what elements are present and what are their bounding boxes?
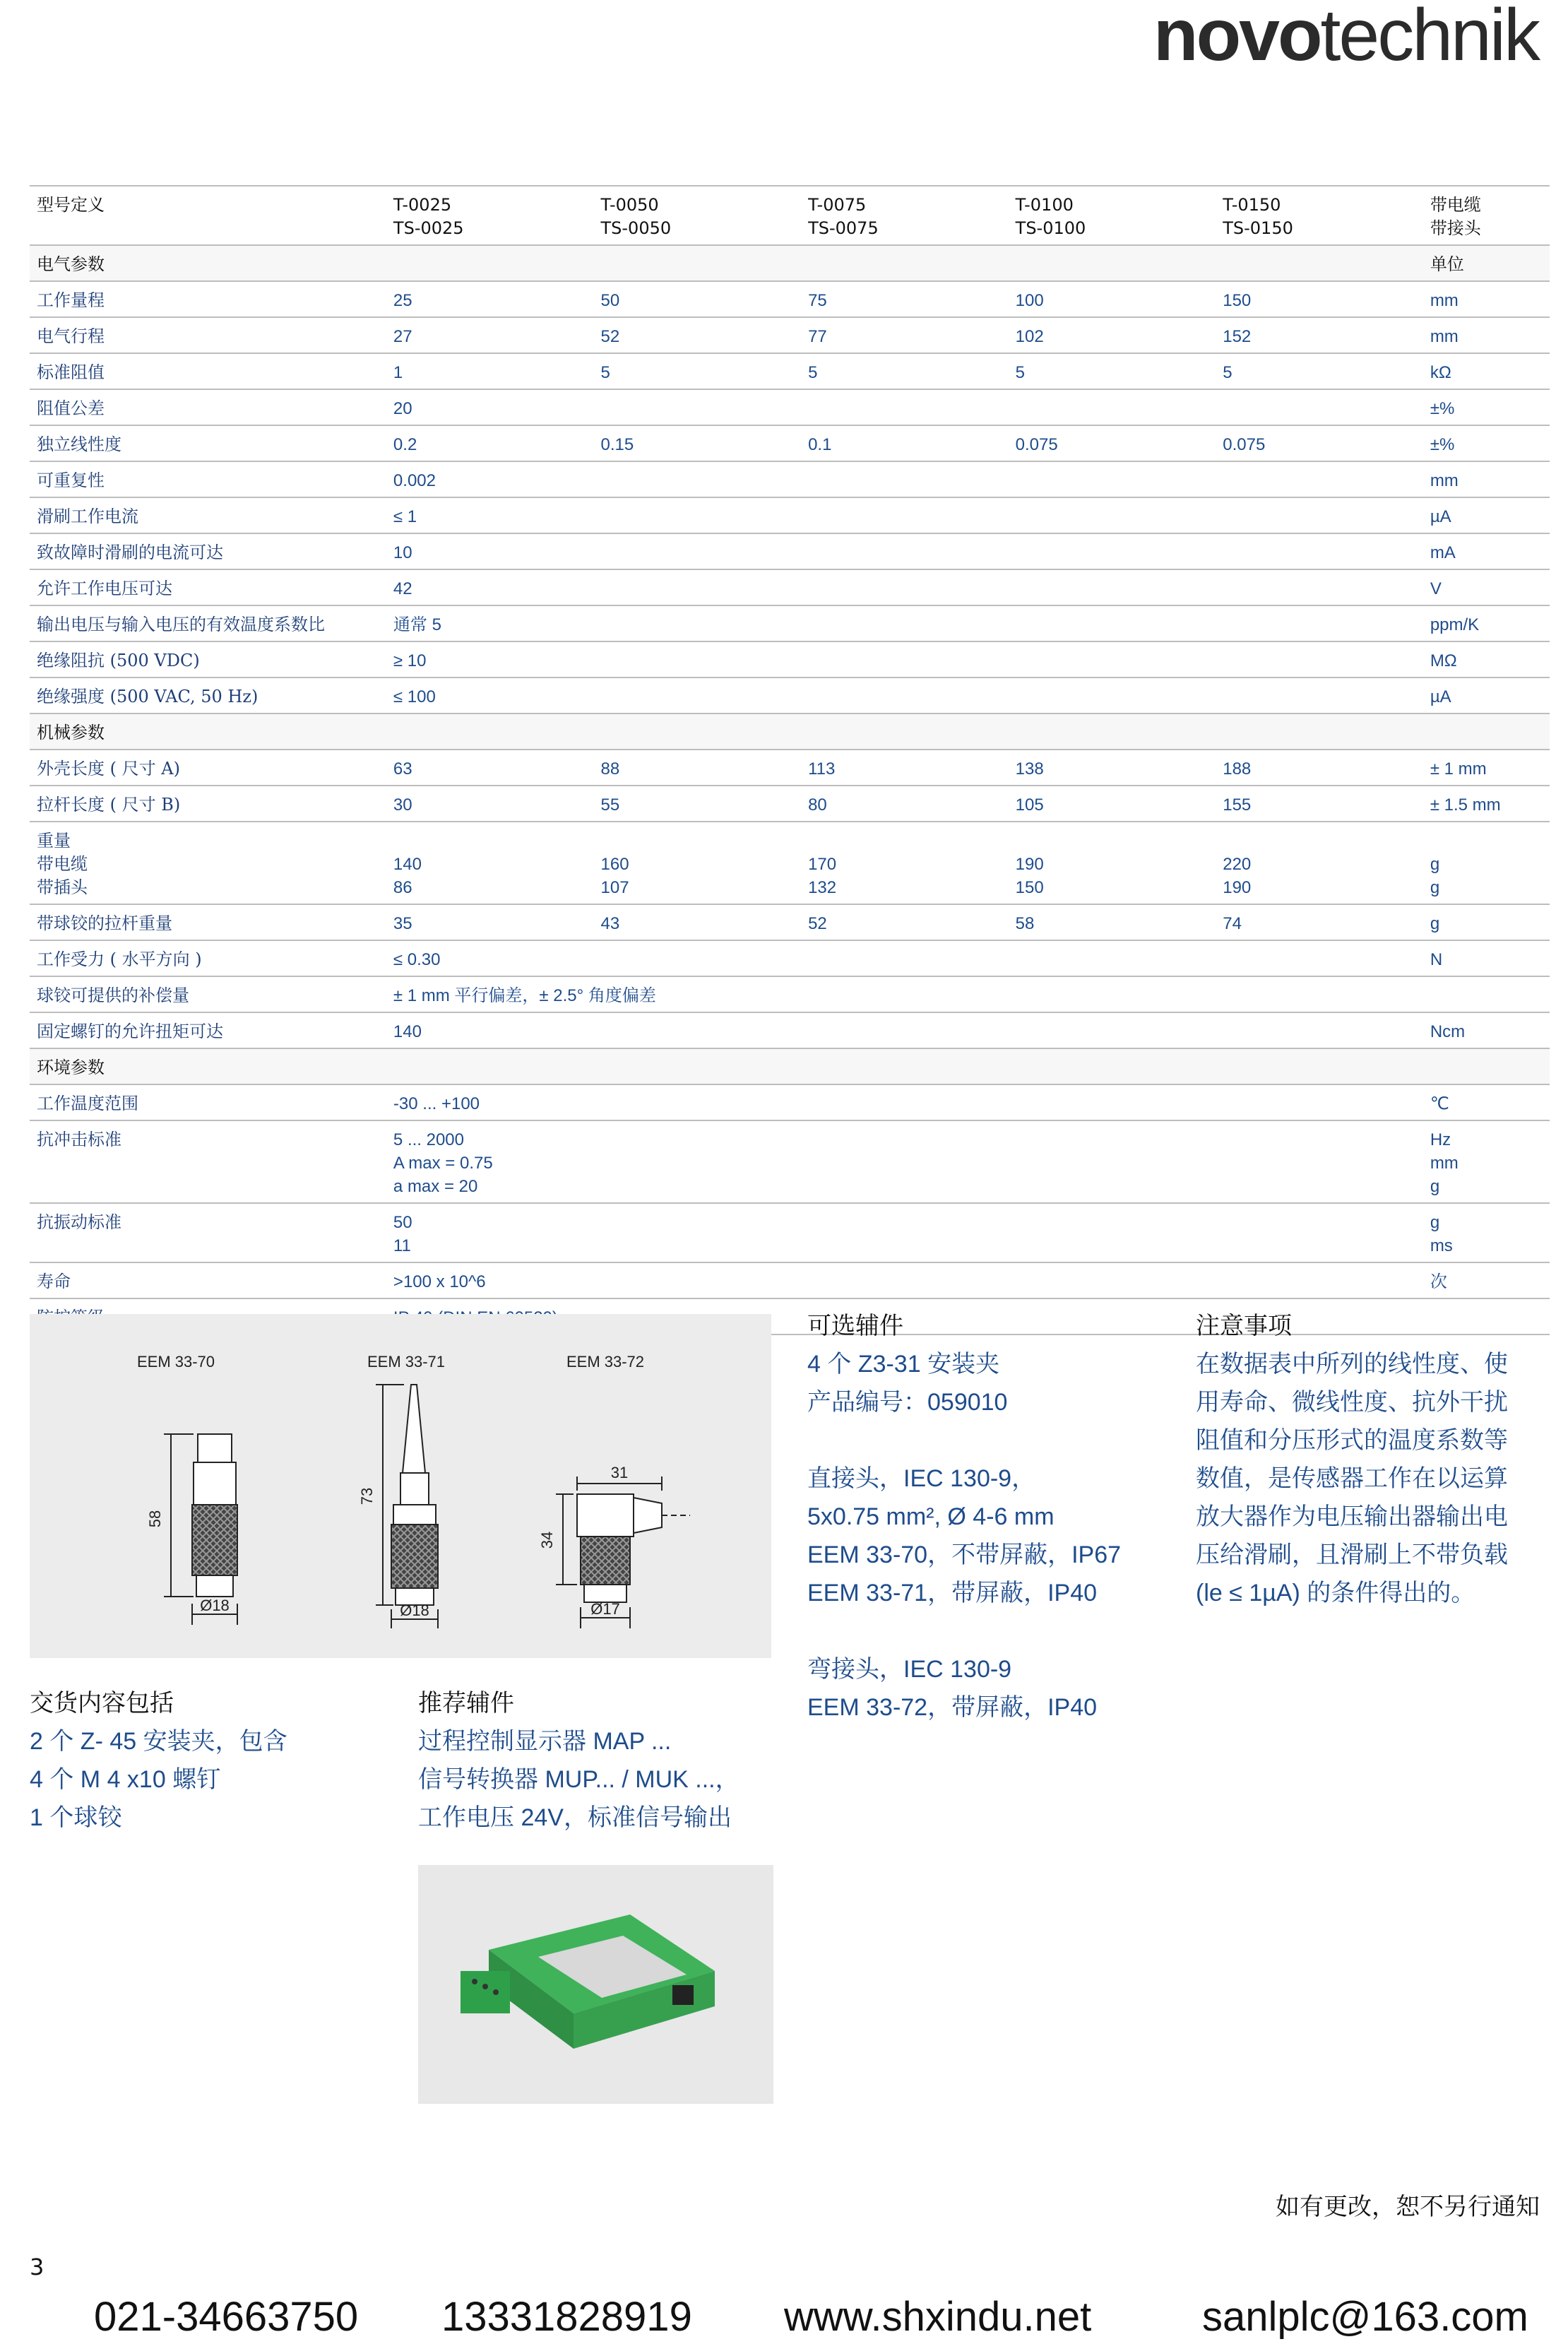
table-row [30,1084,1550,1120]
table-cell: 标准阻值 [30,353,386,389]
table-row [30,1120,1550,1203]
footer-email: sanlplc@163.com [1202,2294,1528,2340]
recommended-title: 推荐辅件 [418,1689,514,1717]
table-cell: 1 [386,353,594,389]
table-cell: 0.2 [386,425,594,461]
table-cell: 0.1 [801,425,1009,461]
table-cell: 35 [386,904,594,940]
table-cell: 抗冲击标准 [30,1120,386,1203]
text-line: 数值，是传感器工作在以运算 [1196,1465,1508,1492]
text-line: 4 个 M 4 x10 螺钉 [30,1766,221,1793]
table-row [30,976,1550,1012]
table-cell: 工作受力 ( 水平方向 ) [30,940,386,976]
table-row [30,1203,1550,1262]
dim-height-2: 73 [358,1487,376,1505]
change-notice: 如有更改，恕不另行通知 [1276,2193,1540,2221]
table-cell: 105 [1009,786,1216,822]
table-cell: 80 [801,786,1009,822]
table-cell: 固定螺钉的允许扭矩可达 [30,1012,386,1048]
table-cell: 102 [1009,317,1216,353]
table-cell: 10 [386,533,1423,569]
table-row [30,389,1550,425]
table-cell: 滑刷工作电流 [30,497,386,533]
table-cell: 0.002 [386,461,1423,497]
dim-height-3: 34 [538,1531,556,1549]
spec-table [30,185,1550,1335]
table-cell: 5 [801,353,1009,389]
table-cell: 74 [1216,904,1423,940]
table-cell: 绝缘强度 (500 VAC, 50 Hz) [30,677,386,714]
table-cell: 0.075 [1009,425,1216,461]
angled-connector [556,1476,690,1628]
table-row [30,1262,1550,1298]
table-cell: 138 [1009,750,1216,786]
table-cell: T-0075 TS-0075 [801,186,1009,245]
contact-footer [0,2293,1568,2344]
text-line: 1 个球铰 [30,1804,122,1831]
table-cell: 30 [386,786,594,822]
table-cell: 43 [594,904,802,940]
table-row [30,533,1550,569]
table-cell: 致故障时滑刷的电流可达 [30,533,386,569]
table-cell: 拉杆长度 ( 尺寸 B) [30,786,386,822]
table-cell: g [1423,904,1550,940]
table-cell: >100 x 10^6 [386,1262,1423,1298]
table-cell: V [1423,569,1550,605]
table-cell: mm [1423,281,1550,317]
table-cell: 可重复性 [30,461,386,497]
table-cell: 140 86 [386,822,594,904]
notes-title: 注意事项 [1196,1312,1292,1340]
optional-accessories [807,1307,1121,1727]
text-line: 弯接头，IEC 130-9 [807,1656,1012,1683]
text-line: EEM 33-71，带屏蔽，IP40 [807,1580,1098,1606]
text-line: 工作电压 24V，标准信号输出 [418,1804,732,1831]
text-line: EEM 33-72，带屏蔽，IP40 [807,1694,1098,1721]
table-cell: T-0025 TS-0025 [386,186,594,245]
text-line: 放大器作为电压输出器输出电 [1196,1503,1508,1530]
table-cell: 20 [386,389,1423,425]
table-cell: T-0150 TS-0150 [1216,186,1423,245]
table-cell: 220 190 [1216,822,1423,904]
table-cell: 5 [1216,353,1423,389]
text-line: 在数据表中所列的线性度、使 [1196,1351,1508,1378]
table-cell [1423,714,1550,750]
table-cell: 52 [594,317,802,353]
table-cell: µA [1423,497,1550,533]
table-cell: g g [1423,822,1550,904]
dim-diameter-1: Ø18 [200,1597,230,1614]
table-row [30,497,1550,533]
table-cell: 次 [1423,1262,1550,1298]
table-cell: Hz mm g [1423,1120,1550,1203]
table-cell: 75 [801,281,1009,317]
table-cell: N [1423,940,1550,976]
table-cell: 5 [594,353,802,389]
table-row [30,605,1550,641]
text-line: 用寿命、微线性度、抗外干扰 [1196,1389,1508,1416]
table-row [30,317,1550,353]
table-cell [386,714,1423,750]
table-cell: 140 [386,1012,1423,1048]
text-line [807,1421,1121,1460]
table-cell: ℃ [1423,1084,1550,1120]
table-row [30,569,1550,605]
footer-phone-1: 021-34663750 [94,2294,359,2340]
table-cell: 带球铰的拉杆重量 [30,904,386,940]
table-header-row [30,186,1550,245]
table-cell: T-0100 TS-0100 [1009,186,1216,245]
table-cell: ±% [1423,389,1550,425]
table-cell: 188 [1216,750,1423,786]
table-cell: Ncm [1423,1012,1550,1048]
table-cell: 113 [801,750,1009,786]
table-row [30,1012,1550,1048]
table-cell: 输出电压与输入电压的有效温度系数比 [30,605,386,641]
table-cell: 单位 [1423,245,1550,281]
table-cell: 5 [1009,353,1216,389]
delivery-title: 交货内容包括 [30,1689,174,1717]
table-cell: 170 132 [801,822,1009,904]
table-cell: 外壳长度 ( 尺寸 A) [30,750,386,786]
optional-accessories-title: 可选辅件 [807,1312,903,1340]
table-cell: 机械参数 [30,714,386,750]
table-cell: 允许工作电压可达 [30,569,386,605]
table-row [30,461,1550,497]
footer-phone-2: 13331828919 [441,2294,692,2340]
table-cell: 0.15 [594,425,802,461]
table-cell: 160 107 [594,822,802,904]
table-cell [1423,1048,1550,1084]
table-cell: 型号定义 [30,186,386,245]
table-cell: ppm/K [1423,605,1550,641]
text-line: 信号转换器 MUP... / MUK ...， [418,1766,740,1793]
logo-light-text: technik [1320,0,1538,76]
table-cell: mm [1423,317,1550,353]
table-row [30,677,1550,714]
table-cell: 50 [594,281,802,317]
straight-connector-shielded [376,1385,438,1628]
table-row [30,353,1550,389]
dim-width-3: 31 [610,1464,629,1481]
signal-converter-photo [418,1865,773,2104]
table-cell: 电气参数 [30,245,386,281]
dim-diameter-3: Ø17 [590,1600,620,1618]
table-cell: ≤ 1 [386,497,1423,533]
text-line: 过程控制显示器 MAP ... [418,1728,672,1755]
table-row [30,904,1550,940]
table-cell: 52 [801,904,1009,940]
table-cell: 独立线性度 [30,425,386,461]
table-cell: 电气行程 [30,317,386,353]
table-cell [386,1048,1423,1084]
table-row [30,245,1550,281]
table-cell: 阻值公差 [30,389,386,425]
connector-diagram [30,1314,771,1658]
table-cell: 0.075 [1216,425,1423,461]
table-cell: 63 [386,750,594,786]
table-row [30,1048,1550,1084]
table-cell: ± 1 mm 平行偏差，± 2.5° 角度偏差 [386,976,1423,1012]
table-cell: 带电缆 带接头 [1423,186,1550,245]
table-row [30,425,1550,461]
table-cell: T-0050 TS-0050 [594,186,802,245]
table-cell: 50 11 [386,1203,1423,1262]
table-cell: 重量 带电缆 带插头 [30,822,386,904]
notes-section [1196,1307,1508,1612]
logo-bold-text: novo [1153,0,1321,76]
page-number: 3 [30,2254,44,2280]
table-cell: 190 150 [1009,822,1216,904]
table-cell [386,245,1423,281]
text-line: 2 个 Z- 45 安装夹，包含 [30,1728,287,1755]
footer-website: www.shxindu.net [784,2294,1092,2340]
table-cell: 150 [1216,281,1423,317]
table-cell: ±% [1423,425,1550,461]
table-cell: ± 1.5 mm [1423,786,1550,822]
table-cell: kΩ [1423,353,1550,389]
table-cell: 绝缘阻抗 (500 VDC) [30,641,386,677]
table-cell: 5 ... 2000 A max = 0.75 a max = 20 [386,1120,1423,1203]
table-cell: µA [1423,677,1550,714]
table-cell: 55 [594,786,802,822]
table-cell: ≥ 10 [386,641,1423,677]
connector-label-1: EEM 33-70 [136,1353,215,1371]
table-cell: 88 [594,750,802,786]
table-cell: 寿命 [30,1262,386,1298]
text-line: 5x0.75 mm², Ø 4-6 mm [807,1503,1055,1530]
text-line: EEM 33-70，不带屏蔽，IP67 [807,1541,1122,1568]
table-cell: 通常 5 [386,605,1423,641]
text-line: 4 个 Z3-31 安装夹 [807,1351,1000,1378]
table-cell: mA [1423,533,1550,569]
table-cell [1423,976,1550,1012]
text-line [807,1612,1121,1650]
table-row [30,750,1550,786]
connector-label-2: EEM 33-71 [367,1353,446,1371]
recommended-accessories [418,1684,740,1837]
table-cell: 27 [386,317,594,353]
table-cell: 100 [1009,281,1216,317]
table-row [30,786,1550,822]
table-row [30,940,1550,976]
table-cell: 42 [386,569,1423,605]
table-row [30,281,1550,317]
table-cell: 155 [1216,786,1423,822]
table-cell: ≤ 100 [386,677,1423,714]
table-cell: MΩ [1423,641,1550,677]
text-line: 直接头，IEC 130-9， [807,1465,1036,1492]
table-row [30,822,1550,904]
table-cell: mm [1423,461,1550,497]
table-cell: 152 [1216,317,1423,353]
table-cell: 58 [1009,904,1216,940]
table-cell: 球铰可提供的补偿量 [30,976,386,1012]
table-cell: -30 ... +100 [386,1084,1423,1120]
table-cell: g ms [1423,1203,1550,1262]
table-row [30,641,1550,677]
table-cell: 25 [386,281,594,317]
table-row [30,714,1550,750]
table-cell: 工作温度范围 [30,1084,386,1120]
dim-height-1: 58 [146,1510,164,1528]
table-cell: 工作量程 [30,281,386,317]
table-cell: 环境参数 [30,1048,386,1084]
table-cell: 77 [801,317,1009,353]
table-cell: 抗振动标准 [30,1203,386,1262]
connector-label-3: EEM 33-72 [566,1353,645,1371]
table-cell: ± 1 mm [1423,750,1550,786]
delivery-contents [30,1684,287,1837]
text-line: 产品编号：059010 [807,1389,1008,1416]
text-line: (le ≤ 1µA) 的条件得出的。 [1196,1580,1475,1606]
brand-logo [1153,0,1538,76]
table-cell: ≤ 0.30 [386,940,1423,976]
text-line: 阻值和分压形式的温度系数等 [1196,1427,1508,1454]
dim-diameter-2: Ø18 [400,1602,429,1619]
text-line: 压给滑刷，且滑刷上不带负载 [1196,1541,1508,1568]
